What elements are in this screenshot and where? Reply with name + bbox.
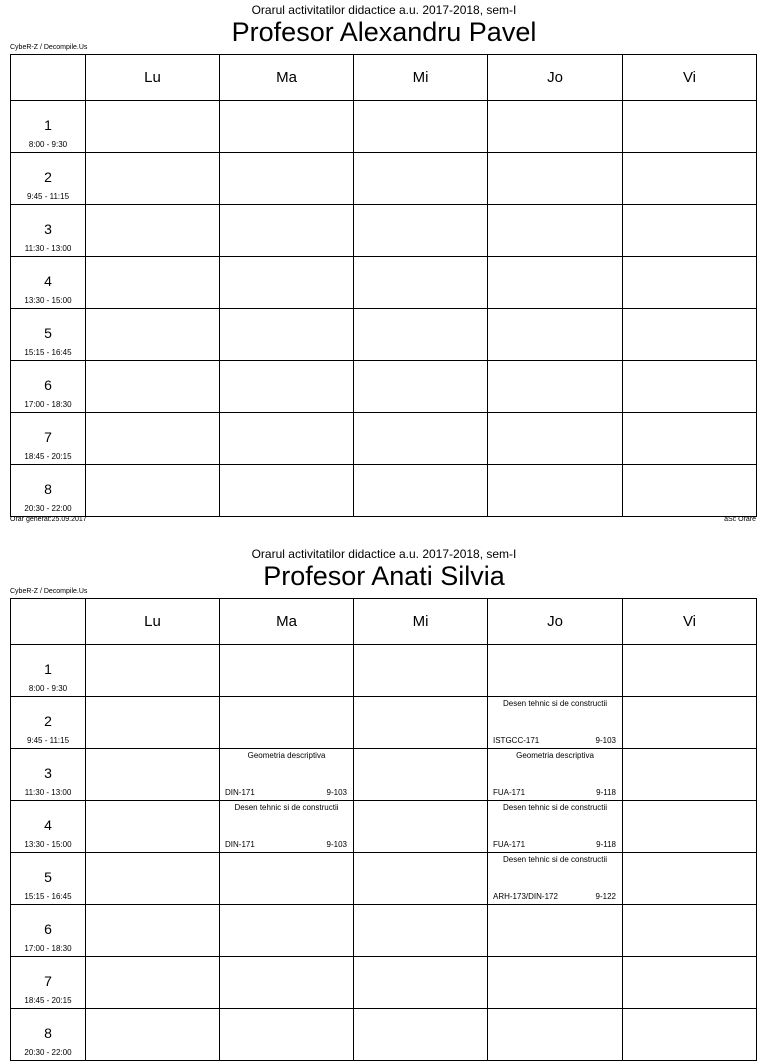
schedule-cell [220, 697, 354, 749]
class-entry [488, 853, 623, 905]
schedule-cell [86, 905, 220, 957]
period-cell [11, 361, 86, 413]
schedule-cell [86, 309, 220, 361]
schedule-cell [354, 905, 488, 957]
schedule-cell [220, 465, 354, 517]
student-group: DIN-171 [225, 840, 255, 849]
schedule-cell [86, 465, 220, 517]
schedule-cell [354, 101, 488, 153]
schedule-cell [86, 1009, 220, 1061]
period-row [11, 645, 757, 697]
period-time: 9:45 - 11:15 [26, 192, 70, 201]
period-number: 6 [44, 377, 52, 393]
period-number: 2 [44, 713, 52, 729]
course-name: Desen tehnic si de constructii [234, 803, 339, 812]
day-header: Vi [623, 599, 757, 645]
schedule-cell [354, 801, 488, 853]
day-header: Lu [86, 55, 220, 101]
room-number: 9-122 [595, 892, 616, 901]
period-cell [11, 465, 86, 517]
period-time: 9:45 - 11:15 [26, 736, 70, 745]
period-row [11, 465, 757, 517]
schedule-cell [623, 257, 757, 309]
timetable-grid [10, 54, 757, 517]
period-time: 17:00 - 18:30 [24, 400, 72, 409]
schedule-cell [488, 153, 623, 205]
period-cell [11, 1009, 86, 1061]
schedule-cell [623, 413, 757, 465]
period-row [11, 1009, 757, 1061]
course-name: Geometria descriptiva [516, 751, 594, 760]
schedule-cell [354, 645, 488, 697]
period-number: 3 [44, 221, 52, 237]
period-number: 1 [44, 117, 52, 133]
schedule-cell [86, 413, 220, 465]
period-time: 20:30 - 22:00 [24, 504, 72, 513]
period-number: 7 [44, 973, 52, 989]
schedule-cell [623, 101, 757, 153]
schedule-cell [220, 645, 354, 697]
schedule-cell [623, 853, 757, 905]
period-cell [11, 697, 86, 749]
sheet-subtitle: Orarul activitatilor didactice a.u. 2017-2018, sem-I [251, 3, 517, 17]
schedule-cell [354, 697, 488, 749]
period-number: 1 [44, 661, 52, 677]
period-cell [11, 101, 86, 153]
schedule-cell [354, 749, 488, 801]
period-cell [11, 309, 86, 361]
header-row [11, 55, 757, 101]
timetable-grid [10, 598, 757, 1061]
schedule-cell [354, 853, 488, 905]
corner-cell [11, 599, 86, 645]
period-cell [11, 205, 86, 257]
schedule-cell [86, 645, 220, 697]
schedule-cell [488, 1009, 623, 1061]
schedule-cell [86, 361, 220, 413]
corner-cell [11, 55, 86, 101]
schedule-cell [220, 205, 354, 257]
schedule-cell [488, 957, 623, 1009]
period-number: 4 [44, 273, 52, 289]
schedule-cell [623, 645, 757, 697]
schedule-cell [220, 905, 354, 957]
period-row [11, 801, 757, 853]
period-row [11, 697, 757, 749]
period-row [11, 361, 757, 413]
class-entry [488, 801, 623, 853]
schedule-cell [488, 309, 623, 361]
schedule-cell [220, 853, 354, 905]
period-row [11, 257, 757, 309]
period-number: 3 [44, 765, 52, 781]
period-time: 20:30 - 22:00 [24, 1048, 72, 1057]
period-number: 8 [44, 1025, 52, 1041]
period-cell [11, 645, 86, 697]
student-group: ISTGCC-171 [493, 736, 540, 745]
period-cell [11, 257, 86, 309]
schedule-cell [488, 101, 623, 153]
course-name: Geometria descriptiva [247, 751, 326, 760]
student-group: ARH-173/DIN-172 [493, 892, 558, 901]
room-number: 9-103 [595, 736, 616, 745]
schedule-cell [623, 905, 757, 957]
course-name: Desen tehnic si de constructii [502, 699, 608, 708]
period-row [11, 749, 757, 801]
period-row [11, 957, 757, 1009]
schedule-cell [354, 257, 488, 309]
schedule-cell [488, 361, 623, 413]
schedule-cell [86, 153, 220, 205]
header-row [11, 599, 757, 645]
period-number: 7 [44, 429, 52, 445]
period-time: 13:30 - 15:00 [24, 840, 72, 849]
period-number: 8 [44, 481, 52, 497]
schedule-cell [354, 465, 488, 517]
period-number: 4 [44, 817, 52, 833]
room-number: 9-103 [326, 840, 347, 849]
period-time: 15:15 - 16:45 [24, 892, 72, 901]
day-header: Ma [220, 55, 354, 101]
period-time: 11:30 - 13:00 [24, 788, 72, 797]
student-group: DIN-171 [225, 788, 255, 797]
schedule-cell [86, 801, 220, 853]
generated-date: Orar generat:25.09.2017 [10, 516, 87, 523]
teacher-title: Profesor Anati Silvia [263, 561, 505, 591]
room-number: 9-118 [596, 840, 616, 849]
schedule-cell [354, 361, 488, 413]
period-row [11, 413, 757, 465]
schedule-cell [86, 853, 220, 905]
period-time: 11:30 - 13:00 [24, 244, 72, 253]
period-row [11, 205, 757, 257]
schedule-cell [86, 957, 220, 1009]
generator-credit: aSc Orare [724, 516, 756, 523]
course-name: Desen tehnic si de constructii [502, 803, 608, 812]
period-row [11, 309, 757, 361]
schedule-cell [354, 957, 488, 1009]
day-header: Lu [86, 599, 220, 645]
schedule-cell [220, 413, 354, 465]
schedule-cell [488, 413, 623, 465]
day-header: Vi [623, 55, 757, 101]
period-number: 2 [44, 169, 52, 185]
class-entry [220, 801, 354, 853]
schedule-cell [354, 205, 488, 257]
period-row [11, 853, 757, 905]
schedule-cell [220, 101, 354, 153]
sheet-subtitle: Orarul activitatilor didactice a.u. 2017-2018, sem-I [251, 547, 517, 561]
period-cell [11, 413, 86, 465]
student-group: FUA-171 [493, 788, 526, 797]
period-number: 5 [44, 325, 52, 341]
schedule-cell [623, 749, 757, 801]
day-header: Mi [354, 599, 488, 645]
schedule-cell [220, 153, 354, 205]
period-row [11, 905, 757, 957]
schedule-cell [623, 153, 757, 205]
day-header: Jo [488, 55, 623, 101]
schedule-cell [623, 801, 757, 853]
period-row [11, 101, 757, 153]
schedule-cell [86, 101, 220, 153]
room-number: 9-103 [326, 788, 347, 797]
schedule-cell [488, 465, 623, 517]
schedule-cell [488, 905, 623, 957]
day-header: Ma [220, 599, 354, 645]
schedule-cell [488, 205, 623, 257]
day-header: Mi [354, 55, 488, 101]
day-header: Jo [488, 599, 623, 645]
schedule-cell [623, 309, 757, 361]
schedule-cell [623, 1009, 757, 1061]
schedule-cell [488, 257, 623, 309]
period-row [11, 153, 757, 205]
schedule-cell [488, 645, 623, 697]
schedule-cell [623, 957, 757, 1009]
schedule-cell [354, 1009, 488, 1061]
schedule-cell [220, 309, 354, 361]
period-cell [11, 749, 86, 801]
schedule-cell [86, 697, 220, 749]
period-cell [11, 905, 86, 957]
class-entry [488, 697, 623, 749]
class-entry [488, 749, 623, 801]
schedule-cell [220, 1009, 354, 1061]
course-name: Desen tehnic si de constructii [502, 855, 608, 864]
schedule-cell [220, 257, 354, 309]
period-time: 18:45 - 20:15 [24, 452, 72, 461]
period-cell [11, 153, 86, 205]
period-cell [11, 801, 86, 853]
period-time: 13:30 - 15:00 [24, 296, 72, 305]
schedule-cell [623, 697, 757, 749]
period-time: 18:45 - 20:15 [24, 996, 72, 1005]
student-group: FUA-171 [493, 840, 526, 849]
period-time: 15:15 - 16:45 [24, 348, 72, 357]
period-time: 8:00 - 9:30 [28, 140, 68, 149]
schedule-cell [354, 413, 488, 465]
class-entry [220, 749, 354, 801]
room-number: 9-118 [596, 788, 616, 797]
school-name: CybeR-Z / Decompile.Us [10, 588, 88, 595]
period-number: 6 [44, 921, 52, 937]
period-time: 17:00 - 18:30 [24, 944, 72, 953]
period-time: 8:00 - 9:30 [28, 684, 68, 693]
period-number: 5 [44, 869, 52, 885]
schedule-cell [86, 749, 220, 801]
schedule-cell [220, 957, 354, 1009]
schedule-cell [86, 257, 220, 309]
teacher-title: Profesor Alexandru Pavel [231, 17, 537, 47]
schedule-cell [354, 153, 488, 205]
schedule-cell [86, 205, 220, 257]
schedule-cell [623, 205, 757, 257]
schedule-cell [623, 465, 757, 517]
school-name: CybeR-Z / Decompile.Us [10, 44, 88, 51]
period-cell [11, 853, 86, 905]
schedule-cell [220, 361, 354, 413]
schedule-cell [623, 361, 757, 413]
period-cell [11, 957, 86, 1009]
schedule-cell [354, 309, 488, 361]
